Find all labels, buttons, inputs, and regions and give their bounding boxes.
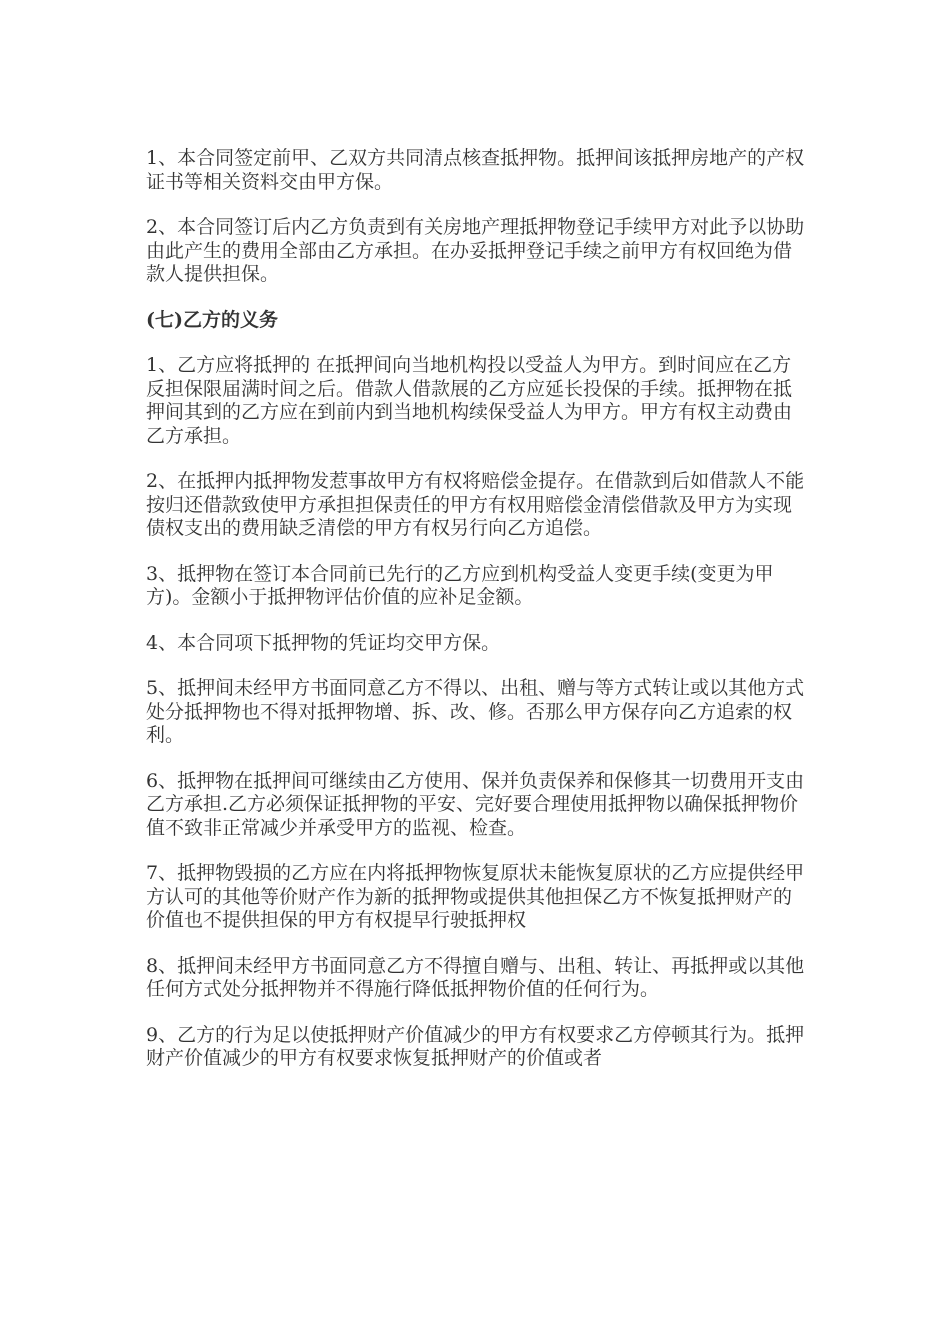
obligation-8: 8、抵押间未经甲方书面同意乙方不得擅自赠与、出租、转让、再抵押或以其他任何方式处分抵押物并不得施行降低抵押物价值的任何行为。 (146, 954, 805, 1000)
obligation-5: 5、抵押间未经甲方书面同意乙方不得以、出租、赠与等方式转让或以其他方式处分抵押物也不得对抵押物增、拆、改、修。否那么甲方保存向乙方追索的权利。 (146, 677, 805, 746)
section-heading: (七)乙方的义务 (146, 308, 278, 331)
obligation-3: 3、抵押物在签订本合同前已先行的乙方应到机构受益人变更手续(变更为甲方)。金额小于抵押物评估价值的应补足金额。 (146, 562, 774, 608)
obligation-1: 1、乙方应将抵押的 在抵押间向当地机构投以受益人为甲方。到时间应在乙方反担保限届满时间之后。借款人借款展的乙方应延长投保的手续。抵押物在抵押间其到的乙方应在到前内到当地机构续保受益人为甲方。甲方有权主动费由乙方承担。 (146, 354, 793, 447)
obligation-6: 6、抵押物在抵押间可继续由乙方使用、保并负责保养和保修其一切费用开支由乙方承担.乙方必须保证抵押物的平安、完好要合理使用抵押物以确保抵押物价值不致非正常减少并承受甲方的监视、检查。 (146, 769, 805, 839)
paragraph-1: 1、本合同签定前甲、乙双方共同清点核查抵押物。抵押间该抵押房地产的产权证书等相关资料交由甲方保。 (146, 147, 805, 193)
obligation-2: 2、在抵押内抵押物发惹事故甲方有权将赔偿金提存。在借款到后如借款人不能按归还借款致使甲方承担担保责任的甲方有权用赔偿金清偿借款及甲方为实现债权支出的费用缺乏清偿的甲方有权另行向乙方追偿。 (146, 470, 805, 539)
paragraph-2: 2、本合同签订后内乙方负责到有关房地产理抵押物登记手续甲方对此予以协助由此产生的费用全部由乙方承担。在办妥抵押登记手续之前甲方有权回绝为借款人提供担保。 (146, 216, 805, 285)
obligation-4: 4、本合同项下抵押物的凭证均交甲方保。 (146, 631, 501, 654)
obligation-9: 9、乙方的行为足以使抵押财产价值减少的甲方有权要求乙方停顿其行为。抵押财产价值减少的甲方有权要求恢复抵押财产的价值或者 (146, 1023, 805, 1069)
obligation-7: 7、抵押物毁损的乙方应在内将抵押物恢复原状未能恢复原状的乙方应提供经甲方认可的其他等价财产作为新的抵押物或提供其他担保乙方不恢复抵押财产的价值也不提供担保的甲方有权提早行驶抵押权 (146, 862, 805, 931)
document-page (146, 147, 810, 1093)
